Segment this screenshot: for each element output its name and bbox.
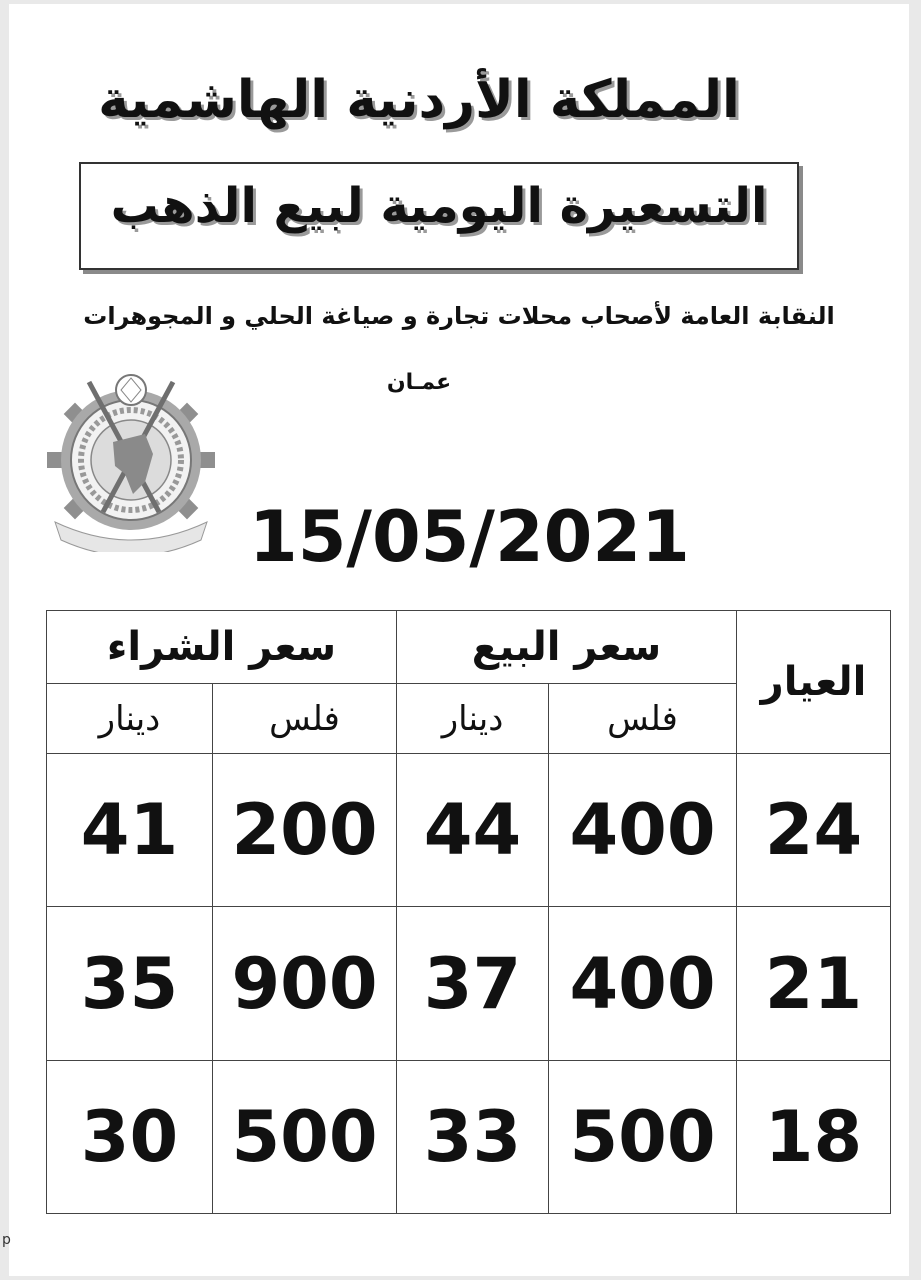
- karat-cell: 21: [737, 907, 891, 1060]
- buy-dinar-cell: 41: [47, 754, 213, 907]
- price-table: [46, 610, 891, 1214]
- sell-fils-cell: 400: [549, 907, 737, 1060]
- sell-fils-cell: 500: [549, 1060, 737, 1213]
- price-sheet-page: [9, 4, 909, 1276]
- title-box: [79, 162, 799, 270]
- city-name: عمـان: [386, 370, 452, 395]
- sell-dinar-header: دينار: [397, 684, 549, 754]
- table-row: [47, 1060, 891, 1213]
- buy-price-header: سعر الشراء: [47, 611, 397, 684]
- buy-fils-cell: 200: [213, 754, 397, 907]
- sell-dinar-cell: 44: [397, 754, 549, 907]
- kingdom-heading: المملكة الأردنية الهاشمية: [98, 70, 740, 130]
- price-date: 15/05/2021: [249, 496, 690, 578]
- corner-mark: p: [2, 1232, 11, 1248]
- sell-price-header: سعر البيع: [397, 611, 737, 684]
- buy-dinar-header: دينار: [47, 684, 213, 754]
- buy-fils-cell: 900: [213, 907, 397, 1060]
- syndicate-name: النقابة العامة لأصحاب محلات تجارة و صياغة الحلي و المجوهرات: [83, 302, 835, 330]
- buy-fils-cell: 500: [213, 1060, 397, 1213]
- karat-cell: 24: [737, 754, 891, 907]
- karat-cell: 18: [737, 1060, 891, 1213]
- buy-dinar-cell: 35: [47, 907, 213, 1060]
- buy-dinar-cell: 30: [47, 1060, 213, 1213]
- sell-fils-header: فلس: [549, 684, 737, 754]
- buy-fils-header: فلس: [213, 684, 397, 754]
- sell-dinar-cell: 37: [397, 907, 549, 1060]
- karat-header: العيار: [737, 611, 891, 754]
- sell-fils-cell: 400: [549, 754, 737, 907]
- syndicate-emblem-icon: [41, 362, 219, 552]
- table-row: [47, 907, 891, 1060]
- table-row: [47, 754, 891, 907]
- page-title: التسعيرة اليومية لبيع الذهب: [110, 178, 768, 234]
- sell-dinar-cell: 33: [397, 1060, 549, 1213]
